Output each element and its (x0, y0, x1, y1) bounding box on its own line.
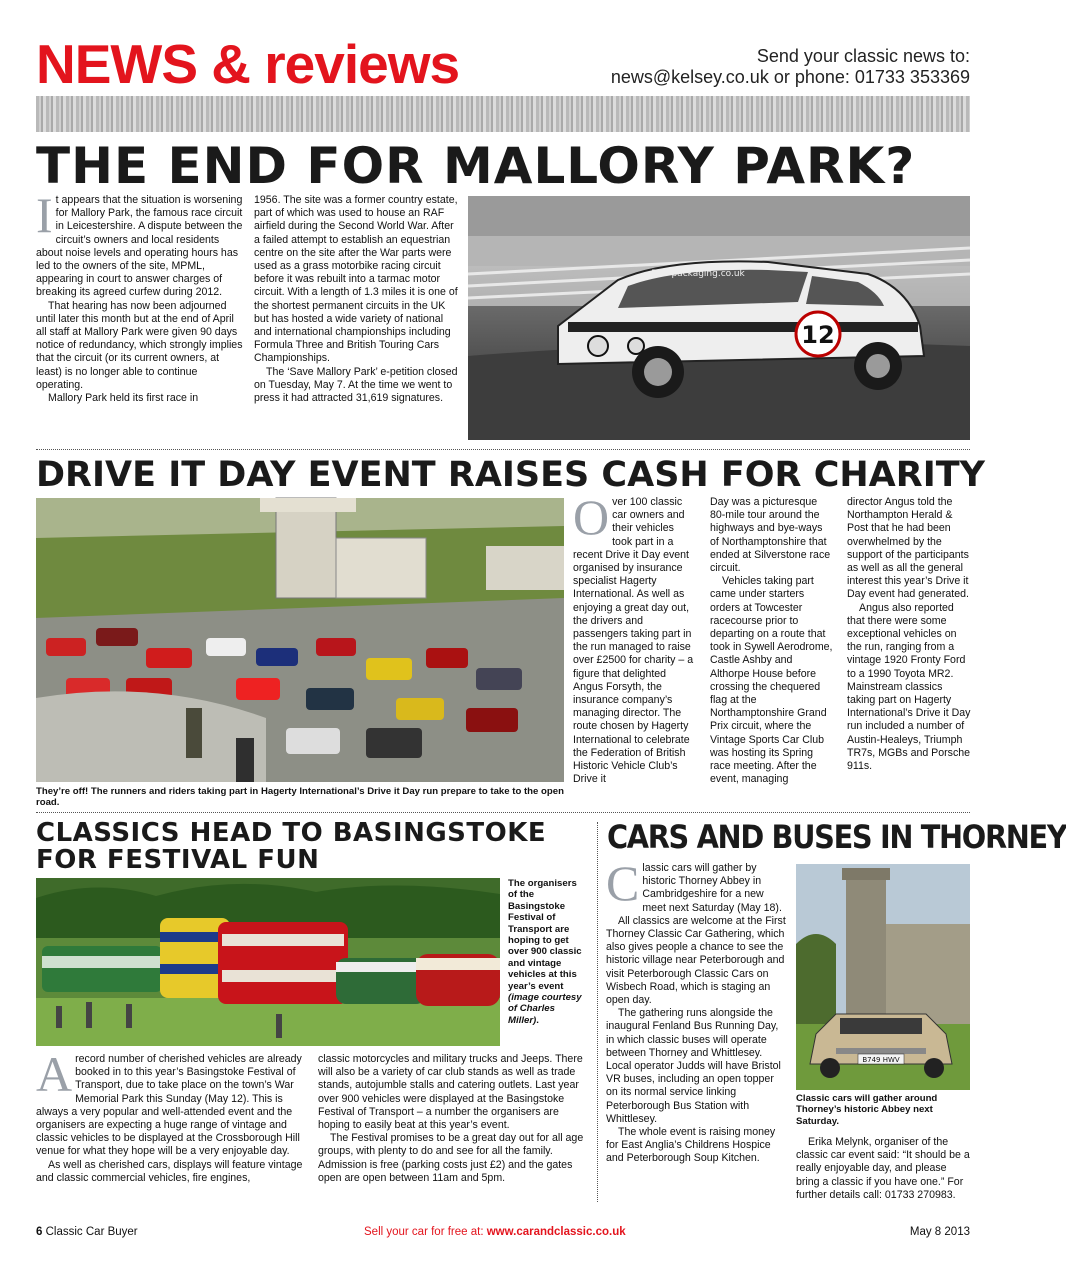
page-number: 6 (36, 1226, 43, 1238)
paragraph: All classics are welcome at the First Thorney Classic Car Gathering, which also gives people a chance to see the historic village near Peterborough and visit Peterborough Classic Cars on Wisbech Road, which is staging an open day. (606, 914, 786, 1007)
sell-prefix: Sell your car for free at: (364, 1226, 487, 1238)
headline-thorney: CARS AND BUSES IN THORNEY (607, 818, 1066, 856)
drop-cap: I (36, 187, 53, 243)
paragraph: As well as cherished cars, displays will feature vintage and classic commercial vehicles, fire engines, (36, 1158, 303, 1184)
headline-mallory-park: THE END FOR MALLORY PARK? (36, 137, 916, 195)
caption-end: . (536, 1014, 539, 1026)
contact-line-1: Send your classic news to: (756, 46, 970, 66)
paragraph: lassic cars will gather by historic Thorney Abbey in Cambridgeshire for a new meet next Saturday (May 18). (642, 862, 782, 914)
paragraph: director Angus told the Northampton Herald & Post that he had been overwhelmed by the support of the participants as well as all the general interest this year’s Drive it Day event had generated. (847, 496, 969, 601)
sell-url[interactable]: www.carandclassic.co.uk (486, 1226, 626, 1238)
article2-column-2 (710, 496, 834, 786)
paragraph: The ‘Save Mallory Park’ e-petition closed on Tuesday, May 7. At the time we went to press it had attracted 31,619 signatures. (254, 365, 458, 405)
paragraph: Mallory Park held its first race in (48, 392, 199, 405)
drive-it-day-photo (36, 498, 564, 782)
headline-drive-it-day: DRIVE IT DAY EVENT RAISES CASH FOR CHARITY (36, 455, 985, 495)
paragraph: 1956. The site was a former country estate, part of which was used to house an RAF airfield during the Second World War. After a failed attempt to establish an equestrian centre on the site after the War parts were used as a grass motorbike racing circuit before it was rebuilt into a tarmac motor circuit. With a length of 1.3 miles it is one of the shortest permanent circuits in the UK but has hosted a wide variety of national and international championships including Formula Three and British Touring Cars Championships. (254, 194, 458, 365)
publication-name: Classic Car Buyer (45, 1226, 138, 1238)
headline-line-1: CLASSICS HEAD TO BASINGSTOKE (36, 818, 547, 848)
car-number: 12 (801, 321, 835, 349)
footer-publication (36, 1225, 138, 1239)
headline-basingstoke (36, 820, 546, 874)
article3-column-1 (36, 1046, 306, 1185)
column-divider (597, 822, 598, 1202)
divider (36, 449, 970, 450)
drop-cap: C (606, 855, 640, 911)
photo-caption-thorney: Classic cars will gather around Thorney’s historic Abbey next Saturday. (796, 1093, 938, 1127)
drop-cap: A (36, 1046, 73, 1102)
paragraph: The whole event is raising money for East Anglia’s Childrens Hospice and Peterborough Soup Kitchen. (606, 1126, 776, 1165)
paragraph: Angus also reported that there were some exceptional vehicles on the run, ranging from a vintage 1920 Fronty Ford to a 1990 Toyota MR2. Mainstream classics taking part on Hagerty International’s Drive it Day run included a number of Austin-Healeys, Triumph TR7s, MGBs and Porsche 911s. (847, 601, 971, 773)
caption-main: The organisers of the Basingstoke Festival of Transport are hoping to get over 900 classic and vintage vehicles at this year’s event (508, 878, 582, 992)
photo-caption-basingstoke (508, 878, 588, 1026)
paragraph: t appears that the situation is worsening for Mallory Park, the famous race circuit in Leicestershire. A dispute between the circuit’s owners and local residents about noise levels and operating hours has led to the owners of the site, MPML, appearing in court to answer charges of breaking its agreed curfew during 2012. (36, 194, 243, 299)
header-texture-strip (36, 96, 970, 132)
article3-column-2 (318, 1053, 588, 1185)
paragraph: Day was a picturesque 80-mile tour around the highways and bye-ways of Northamptonshire that ended at Silverstone race circuit. (710, 496, 831, 575)
section-title: NEWS & reviews (36, 33, 460, 95)
caption-credit: (image courtesy of Charles Miller) (508, 992, 582, 1026)
paragraph: Erika Melynk, organiser of the classic car event said: “It should be a really enjoyable day, and please bring a classic if you have one.” For further details call: 01733 270983. (796, 1136, 970, 1201)
windscreen-banner: BTS packaging.co.uk (651, 269, 745, 279)
contact-line-2: news@kelsey.co.uk or phone: 01733 353369 (610, 67, 970, 87)
paragraph: ver 100 classic car owners and their vehicles took part in a recent Drive it Day event organised by insurance specialist Hagerty International. As well as enjoying a great day out, the drivers and passengers taking part in the run managed to raise over £2500 for charity – a figure that delighted Angus Forsyth, the insurance company’s managing director. The route chosen by Hagerty International to celebrate the Federation of British Historic Vehicle Club’s Drive it (573, 496, 694, 786)
race-car-photo (468, 196, 970, 440)
paragraph: That hearing has now been adjourned until later this month but at the end of April all staff at Mallory Park were given 90 days notice of redundancy, which strongly implies that the circuit (or its current owners, at least) is no longer able to continue operating. (36, 299, 243, 391)
drop-cap: O (573, 489, 610, 545)
footer-sell-line (364, 1225, 626, 1239)
headline-line-2: FOR FESTIVAL FUN (36, 845, 320, 875)
contact-info (550, 46, 970, 88)
photo-caption-drive-it-day: They’re off! The runners and riders taking part in Hagerty International’s Drive it Day run prepare to take to the open road. (36, 786, 564, 809)
article4-column-2 (796, 1136, 972, 1202)
paragraph: The Festival promises to be a great day out for all age groups, with plenty to do and see for all the family. Admission is free (parking costs just £2) and the gates open are open between 11am and 5pm. (318, 1132, 584, 1184)
paragraph: record number of cherished vehicles are already booked in to this year’s Basingstoke Festival of Transport, due to take place on the town’s War Memorial Park this Sunday (May 12). This is always a very popular and well-attended event and the organisers are expecting a huge range of vintage and classic vehicles to be displayed at the Crossborough Hill venue for what they hope will be a very enjoyable day. (36, 1053, 302, 1158)
paragraph: Vehicles taking part came under starters orders at Towcester racecourse prior to departing on a route that took in Sywell Aerodrome, Castle Ashby and Althorpe House before crossing the chequered flag at the Northamptonshire Grand Prix circuit, where the Vintage Sports Car Club was hosting its Spring race meeting. After the event, managing (710, 575, 833, 786)
paragraph: The gathering runs alongside the inaugural Fenland Bus Running Day, in which classic buses will operate between Thorney and Whittlesey. Local operator Judds will have Bristol VR buses, including an open topper on its normal service linking Peterborough Bus Station with Whittlesey. (606, 1007, 781, 1125)
basingstoke-photo (36, 878, 500, 1046)
article4-column-1 (606, 855, 786, 1166)
paragraph: classic motorcycles and military trucks and Jeeps. There will also be a variety of car club stands as well as trade stands, autojumble stalls and catering outlets. Last year over 900 vehicles were displayed at the Basingstoke Festival of Transport – a number the organisers are hoping to easily beat at this year’s event. (318, 1053, 583, 1132)
article1-column-2 (254, 194, 460, 405)
article2-column-3 (847, 496, 971, 773)
article1-column-1 (36, 187, 246, 405)
article2-column-1 (573, 489, 695, 786)
thorney-abbey-photo (796, 864, 970, 1090)
number-plate: B749 HWV (862, 1056, 900, 1064)
divider (36, 812, 970, 813)
footer-date: May 8 2013 (909, 1226, 970, 1238)
